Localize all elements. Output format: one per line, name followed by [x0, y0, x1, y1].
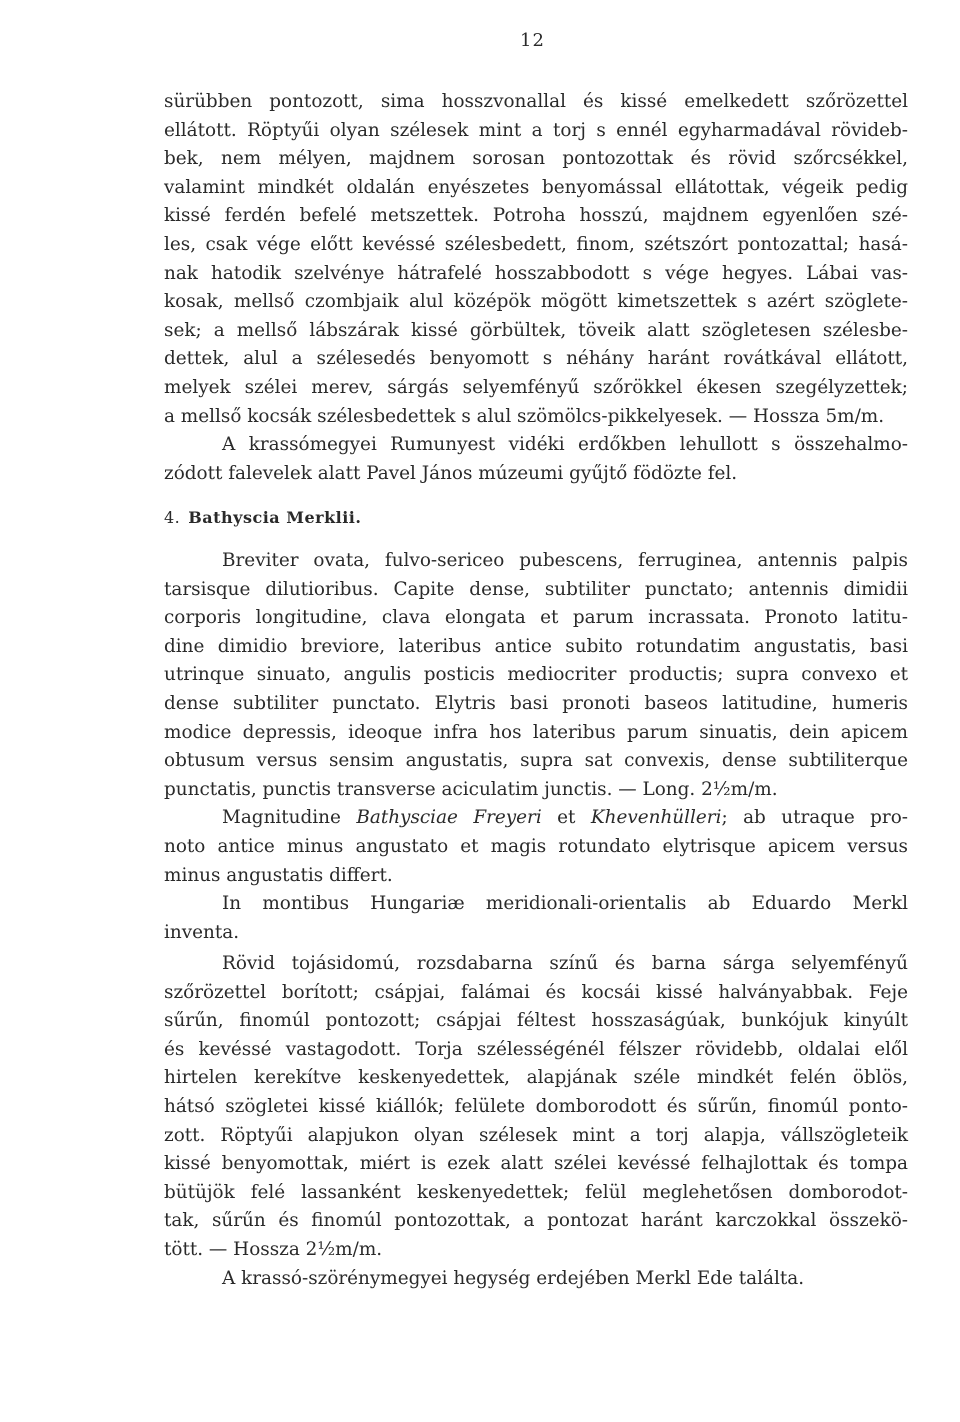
hungarian-description	[164, 950, 908, 1293]
text-line: zott. Röptyűi alapjukon olyan szélesek mint a torj alapja, vállszögleteik	[164, 1124, 908, 1146]
text-line: valamint mindkét oldalán enyészetes benyomással ellátottak, végeik pedig	[164, 176, 908, 198]
text-line: utrinque sinuato, angulis posticis mediocriter productis; supra convexo et	[164, 664, 908, 686]
text-line: tött. — Hossza 2½m/m.	[164, 1238, 383, 1260]
paragraph-description-continued	[164, 88, 908, 488]
text-line: A krassómegyei Rumunyest vidéki erdőkben lehullott s összehalmo-	[222, 434, 908, 456]
text-line: bek, nem mélyen, majdnem sorosan pontozottak és rövid szőrcsékkel,	[164, 148, 908, 170]
text-line: kissé benyomottak, miért is ezek alatt szélei kevéssé felhajlottak és tompa	[164, 1153, 908, 1175]
text-line: modice depressis, ideoque infra hos lateribus parum sinuatis, dein apicem	[164, 721, 908, 743]
text-line: tak, sűrűn és finomúl pontozottak, a pontozat haránt karczokkal összekö-	[164, 1210, 908, 1232]
italic-species-name: Bathysciae Freyeri	[356, 807, 542, 829]
text-line: noto antice minus angustato et magis rotundato elytrisque apicem versus	[164, 835, 908, 857]
text-line: sürübben pontozott, sima hosszvonallal és kissé emelkedett szőrözettel	[164, 91, 908, 112]
text-line: Breviter ovata, fulvo-sericeo pubescens, ferruginea, antennis palpis	[222, 550, 908, 571]
latin-description	[164, 547, 908, 947]
text-line: zódott falevelek alatt Pavel János múzeumi gyűjtő födözte fel.	[164, 462, 738, 484]
text-line: A krassó-szörénymegyei hegység erdejében Merkl Ede találta.	[222, 1267, 805, 1289]
text-line: kissé ferdén befelé metszettek. Potroha hosszú, majdnem egyenlően szé-	[164, 205, 908, 227]
species-number: 4.	[164, 508, 181, 527]
text-line: melyek szélei merev, sárgás selyemfényű szőrökkel ékesen szegélyzettek;	[164, 376, 908, 398]
species-title: Bathyscia Merklii.	[188, 508, 362, 527]
text-line: inventa.	[164, 921, 240, 943]
text-line: a mellső kocsák szélesbedettek s alul szömölcs-pikkelyesek. — Hossza 5m/m.	[164, 405, 885, 427]
text-line: és kevéssé vastagodott. Torja szélességénél félszer rövidebb, oldalai elől	[164, 1038, 908, 1060]
text-line: hátsó szögletei kissé kiállók; felülete domborodott és sűrűn, finomúl ponto-	[164, 1095, 908, 1117]
text-line: hirtelen kerekítve keskenyedettek, alapjának széle mindkét felén öblös,	[164, 1067, 908, 1089]
text-line: Rövid tojásidomú, rozsdabarna színű és barna sárga selyemfényű	[222, 953, 908, 974]
text-line: bütüjök felé lassanként keskenyedettek; felül meglehetősen domborodot-	[164, 1181, 908, 1203]
text-segment: ; ab utraque pro-	[721, 807, 908, 829]
text-line: dine dimidio breviore, lateribus antice subito rotundatim angustatis, basi	[164, 635, 908, 657]
text-line: obtusum versus sensim angustatis, supra sat convexis, dense subtiliterque	[164, 750, 908, 772]
text-line: minus angustatis differt.	[164, 864, 393, 886]
text-line: tarsisque dilutioribus. Capite dense, subtiliter punctato; antennis dimidii	[164, 578, 908, 600]
text-line: kosak, mellső czombjaik alul középök mögött kimetszettek s azért szöglete-	[164, 291, 908, 313]
text-line: sek; a mellső lábszárak kissé görbültek, töveik alatt szögletesen szélesbe-	[164, 319, 908, 341]
species-heading	[164, 508, 361, 527]
text-line: corporis longitudine, clava elongata et parum incrassata. Pronoto latitu-	[164, 607, 908, 629]
italic-species-name: Khevenhülleri	[590, 807, 722, 829]
text-line: les, csak vége előtt kevéssé szélesbedett, finom, szétszórt pontozattal; hasá-	[164, 233, 908, 255]
text-line: punctatis, punctis transverse aciculatim junctis. — Long. 2½m/m.	[164, 778, 778, 800]
text-line: ellátott. Röptyűi olyan szélesek mint a torj s ennél egyharmadával rövideb-	[164, 119, 908, 141]
text-line	[164, 804, 908, 833]
page-number: 12	[520, 30, 545, 51]
text-segment: et	[541, 807, 591, 829]
text-line: dense subtiliter punctato. Elytris basi pronoti baseos latitudine, humeris	[164, 692, 908, 714]
text-line: dettek, alul a szélesedés benyomott s néhány haránt rovátkával ellátott,	[164, 348, 908, 370]
text-segment: Magnitudine	[222, 807, 357, 829]
text-line: sűrűn, finomúl pontozott; csápjai féltest hosszaságúak, bunkójuk kinyúlt	[164, 1010, 908, 1032]
text-line: nak hatodik szelvénye hátrafelé hosszabbodott s vége hegyes. Lábai vas-	[164, 262, 908, 284]
text-line: szőrözettel borított; csápjai, falámai és kocsái kissé halványabbak. Feje	[164, 981, 908, 1003]
text-line: In montibus Hungariæ meridionali-orientalis ab Eduardo Merkl	[222, 893, 908, 915]
